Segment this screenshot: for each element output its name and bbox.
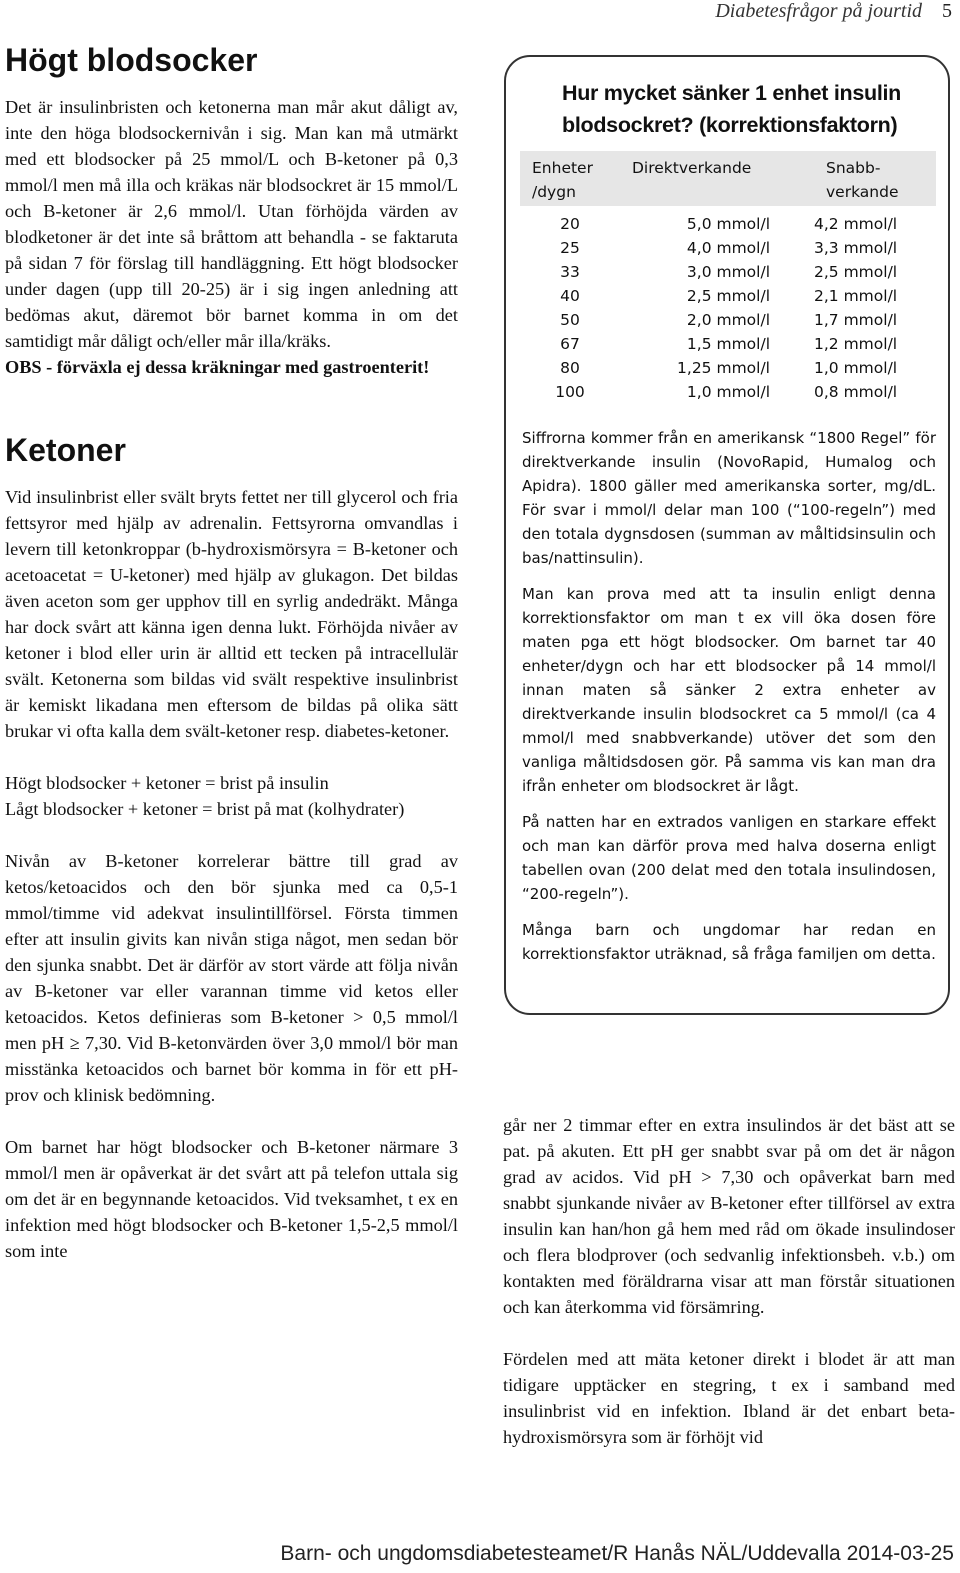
equation-insulin: Högt blodsocker + ketoner = brist på insulin (5, 773, 329, 793)
right-column (503, 1112, 955, 1476)
box-paragraph: Siffrorna kommer från en amerikansk “1800 Regel” för direktverkande insulin (NovoRapid, Humalog och Apidra). 1800 gäller med amerikanska sorter, mg/dL. För svar i mmol/l delar man 100 (“100-regeln”) med den totala dygnsdosen (summan av måltidsinsulin och bas/nattinsulin). (522, 429, 936, 567)
equation-mat: Lågt blodsocker + ketoner = brist på mat (kolhydrater) (5, 799, 405, 819)
table-row (520, 332, 936, 356)
cell-units: 100 (555, 383, 585, 401)
cell-direct: 2,5 mmol/l (686, 287, 770, 305)
cell-direct: 3,0 mmol/l (686, 263, 770, 281)
cell-direct: 2,0 mmol/l (686, 311, 770, 329)
col-header-direktverkande: Direktverkande (620, 151, 814, 206)
box-paragraph: På natten har en extrados vanligen en starkare effekt och man kan därför prova med halva doserna enligt tabellen ovan (200 delat med den totala insulindosen, “200-regeln”). (522, 813, 936, 903)
cell-units: 40 (560, 287, 580, 305)
cell-rapid: 0,8 mmol/l (814, 383, 898, 401)
paragraph: går ner 2 timmar efter en extra insulindos är det bäst att se pat. på akuten. Ett pH ger snabbt svar på om det är någon grad av acidos. Vid pH > 7,30 och opåverkat barn med snabbt sjunkande nivåer av B-ketoner efter tillförsel av extra insulin kan han/hon gå hem med råd om ökade insulindoser och flera blodprover (och sedvanlig infektionsbeh. v.b.) om kontakten med föräldrarna visar att man förstår situationen och kan återkomma vid försämring. (503, 1115, 955, 1317)
col-header-enheter: Enheter /dygn (520, 151, 620, 206)
running-title: Diabetesfrågor på jourtid (715, 0, 922, 22)
cell-rapid: 3,3 mmol/l (814, 239, 898, 257)
paragraph: Vid insulinbrist eller svält bryts fettet ner till glycerol och fria fettsyror med hjälp av adrenalin. Fettsyrorna omvandlas i levern till ketonkroppar (b-hydroxismörsyra = B-ketoner och acetoacetat = U-ketoner) med hjälp av glukagon. Det bildas även aceton som ger upphov till en syrlig andedräkt. Många har dock svårt att känna igen denna lukt. Förhöjda nivåer av ketoner i blod eller urin är alltid ett tecken på intracellulär svält. Ketonerna som bildas vid svält respektive insulinbrist är kemiskt likadana men eftersom de bildas på olika sätt brukar vi ofta kalla dem svält-ketoner resp. diabetes-ketoner. (5, 487, 458, 741)
cell-direct: 1,0 mmol/l (686, 383, 770, 401)
cell-units: 33 (560, 263, 580, 281)
table-row (520, 284, 936, 308)
running-header (715, 0, 952, 24)
box-paragraph: Många barn och ungdomar har redan en korrektionsfaktor uträknad, så fråga familjen om detta. (522, 921, 936, 963)
page-footer: Barn- och ungdomsdiabetesteamet/R Hanås NÄL/Uddevalla 2014-03-25 (280, 1542, 954, 1565)
cell-rapid: 1,7 mmol/l (814, 311, 898, 329)
correction-factor-table (520, 151, 936, 404)
cell-rapid: 2,5 mmol/l (814, 263, 898, 281)
cell-units: 80 (560, 359, 580, 377)
cell-units: 25 (560, 239, 580, 257)
cell-direct: 1,25 mmol/l (677, 359, 770, 377)
cell-direct: 1,5 mmol/l (686, 335, 770, 353)
cell-units: 20 (560, 215, 580, 233)
paragraph: Om barnet har högt blodsocker och B-ketoner närmare 3 mmol/l men är opåverkat är det svårt att på telefon uttala sig om det är en begynnande ketoacidos. Vid tveksamhet, t ex en infektion med högt blodsocker och B-ketoner 1,5-2,5 mmol/l som inte (5, 1137, 458, 1261)
cell-rapid: 1,2 mmol/l (814, 335, 898, 353)
heading-ketoner: Ketoner (5, 432, 126, 468)
cell-direct: 4,0 mmol/l (686, 239, 770, 257)
cell-direct: 5,0 mmol/l (686, 215, 770, 233)
page-number: 5 (942, 0, 952, 22)
heading-hogt-blodsocker: Högt blodsocker (5, 42, 258, 78)
obs-warning: OBS - förväxla ej dessa kräkningar med gastroenterit! (5, 357, 430, 377)
correction-factor-box (504, 55, 950, 1015)
paragraph: Nivån av B-ketoner korrelerar bättre till grad av ketos/ketoacidos och den bör sjunka med ca 0,5-1 mmol/timme vid adekvat insulintillförsel. Första timmen efter att insulin givits kan nivån stiga något, men sedan bör den sjunka snabbt. Det är därför av stort värde att följa nivån av B-ketoner var eller varannan timme vid ketos eller ketoacidos. Ketos definieras som B-ketoner > 0,5 mmol/l men pH ≥ 7,30. Vid B-ketonvärden över 3,0 mmol/l bör man misstänka ketoacidos och barnet bör komma in för ett pH-prov och klinisk bedömning. (5, 851, 458, 1105)
table-row (520, 236, 936, 260)
table-row (520, 206, 936, 236)
paragraph: Fördelen med att mäta ketoner direkt i blodet är att man tidigare upptäcker en stegring, t ex i samband med insulinbrist vid en infektion. Ibland är det enbart beta-hydroxismörsyra som är förhöjt vid (503, 1349, 955, 1447)
table-row (520, 380, 936, 404)
cell-units: 67 (560, 335, 580, 353)
cell-rapid: 2,1 mmol/l (814, 287, 898, 305)
left-column (5, 40, 458, 1290)
cell-rapid: 1,0 mmol/l (814, 359, 898, 377)
table-header-row (520, 151, 936, 206)
table-row (520, 260, 936, 284)
box-title: Hur mycket sänker 1 enhet insulin blodsockret? (korrektionsfaktorn) (562, 81, 902, 137)
cell-rapid: 4,2 mmol/l (814, 215, 898, 233)
cell-units: 50 (560, 311, 580, 329)
table-row (520, 308, 936, 332)
paragraph: Det är insulinbristen och ketonerna man mår akut dåligt av, inte den höga blodsockernivån i sig. Man kan må utmärkt med ett blodsocker på 25 mmol/L och B-ketoner på 0,3 mmol/l men må illa och kräkas när blodsockret är 15 mmol/L och B-ketoner är 2,6 mmol/l. Utan förhöjda värden av blodketoner är det inte så bråttom att behandla - se faktaruta på sidan 7 för förslag till handläggning. Ett högt blodsocker under dagen (upp till 20-25) är i sig ingen anledning att bedömas akut, däremot bör barnet komma in om det samtidigt mår dåligt och/eller mår illa/kräks. (5, 97, 458, 351)
table-row (520, 356, 936, 380)
col-header-snabbverkande: Snabb-verkande (814, 151, 936, 206)
box-paragraph: Man kan prova med att ta insulin enligt denna korrektionsfaktor om man t ex vill öka dosen före maten pga ett högt blodsocker. Om barnet tar 40 enheter/dygn och har ett blodsocker på 14 mmol/l innan maten så sänker 2 extra enheter av direktverkande insulin blodsockret ca 5 mmol/l (ca 4 mmol/l med snabbverkande) utöver det som den vanliga måltidsdosen gör. På samma vis kan man dra ifrån enheter om blodsockret är lågt. (522, 585, 936, 795)
